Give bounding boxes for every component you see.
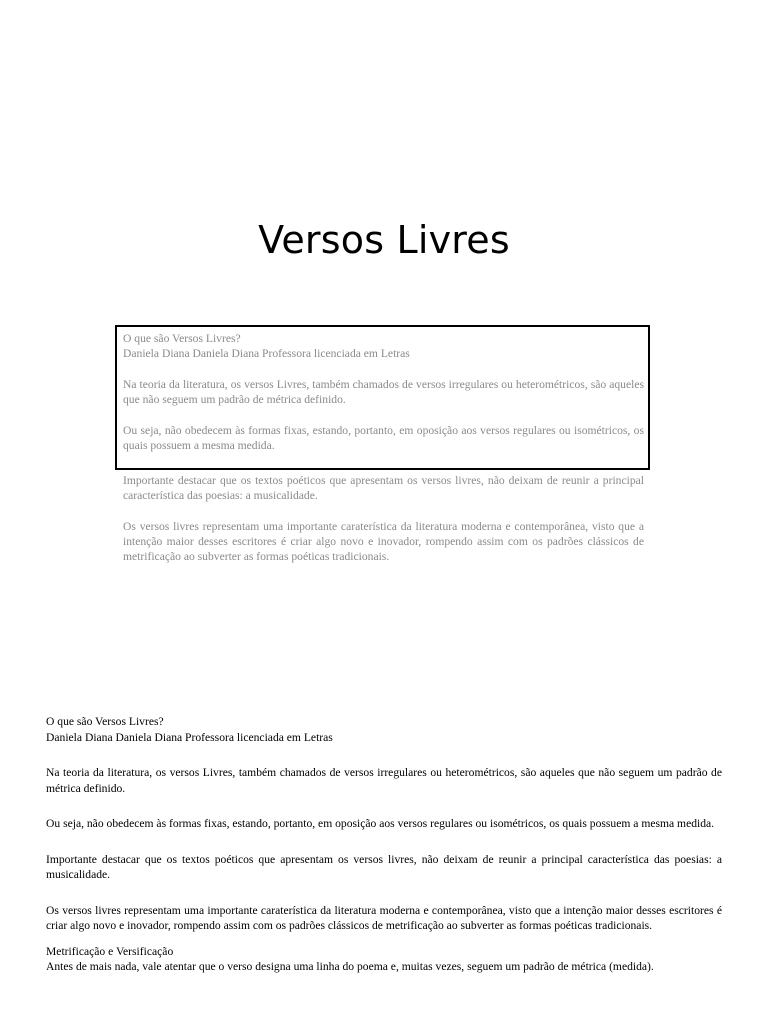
section-paragraph: Antes de mais nada, vale atentar que o verso designa uma linha do poema e, muitas vezes, seguem um padrão de métrica (medida). (46, 960, 654, 973)
preview-paragraph: Importante destacar que os textos poéticos que apresentam os versos livres, não deixam de reunir a principal característica das poesias: a musicalidade. (123, 474, 644, 502)
preview-paragraph: Os versos livres representam uma importante caraterística da literatura moderna e contemporânea, visto que a intenção maior desses escritores é criar algo novo e inovador, rompendo assim com os padrões clássicos de metrificação ao subverter as formas poéticas tradicionais. (123, 520, 644, 563)
section-heading: Metrificação e Versificação (46, 944, 174, 958)
preview-paragraph: Na teoria da literatura, os versos Livres, também chamados de versos irregulares ou heterométricos, são aqueles que não seguem um padrão de métrica definido. (123, 378, 644, 406)
preview-paragraph: Ou seja, não obedecem às formas fixas, estando, portanto, em oposição aos versos regulares ou isométricos, os quais possuem a mesma medida. (123, 424, 644, 452)
slide-preview-text (123, 331, 644, 579)
document-author: Daniela Diana Daniela Diana Professora licenciada em Letras (46, 730, 333, 744)
document-body (46, 714, 722, 975)
page-title: Versos Livres (258, 218, 510, 262)
document-paragraph: Os versos livres representam uma importante caraterística da literatura moderna e contemporânea, visto que a intenção maior desses escritores é criar algo novo e inovador, rompendo assim com os padrões clássicos de metrificação ao subverter as formas poéticas tradicionais. (46, 903, 722, 932)
preview-heading: O que são Versos Livres? (123, 332, 241, 345)
preview-author: Daniela Diana Daniela Diana Professora licenciada em Letras (123, 347, 410, 360)
document-paragraph: Ou seja, não obedecem às formas fixas, estando, portanto, em oposição aos versos regulares ou isométricos, os quais possuem a mesma medida. (46, 817, 715, 830)
document-heading: O que são Versos Livres? (46, 715, 164, 728)
document-paragraph: Na teoria da literatura, os versos Livres, também chamados de versos irregulares ou heterométricos, são aqueles que não seguem um padrão de métrica definido. (46, 766, 722, 795)
document-paragraph: Importante destacar que os textos poéticos que apresentam os versos livres, não deixam de reunir a principal característica das poesias: a musicalidade. (46, 852, 722, 881)
